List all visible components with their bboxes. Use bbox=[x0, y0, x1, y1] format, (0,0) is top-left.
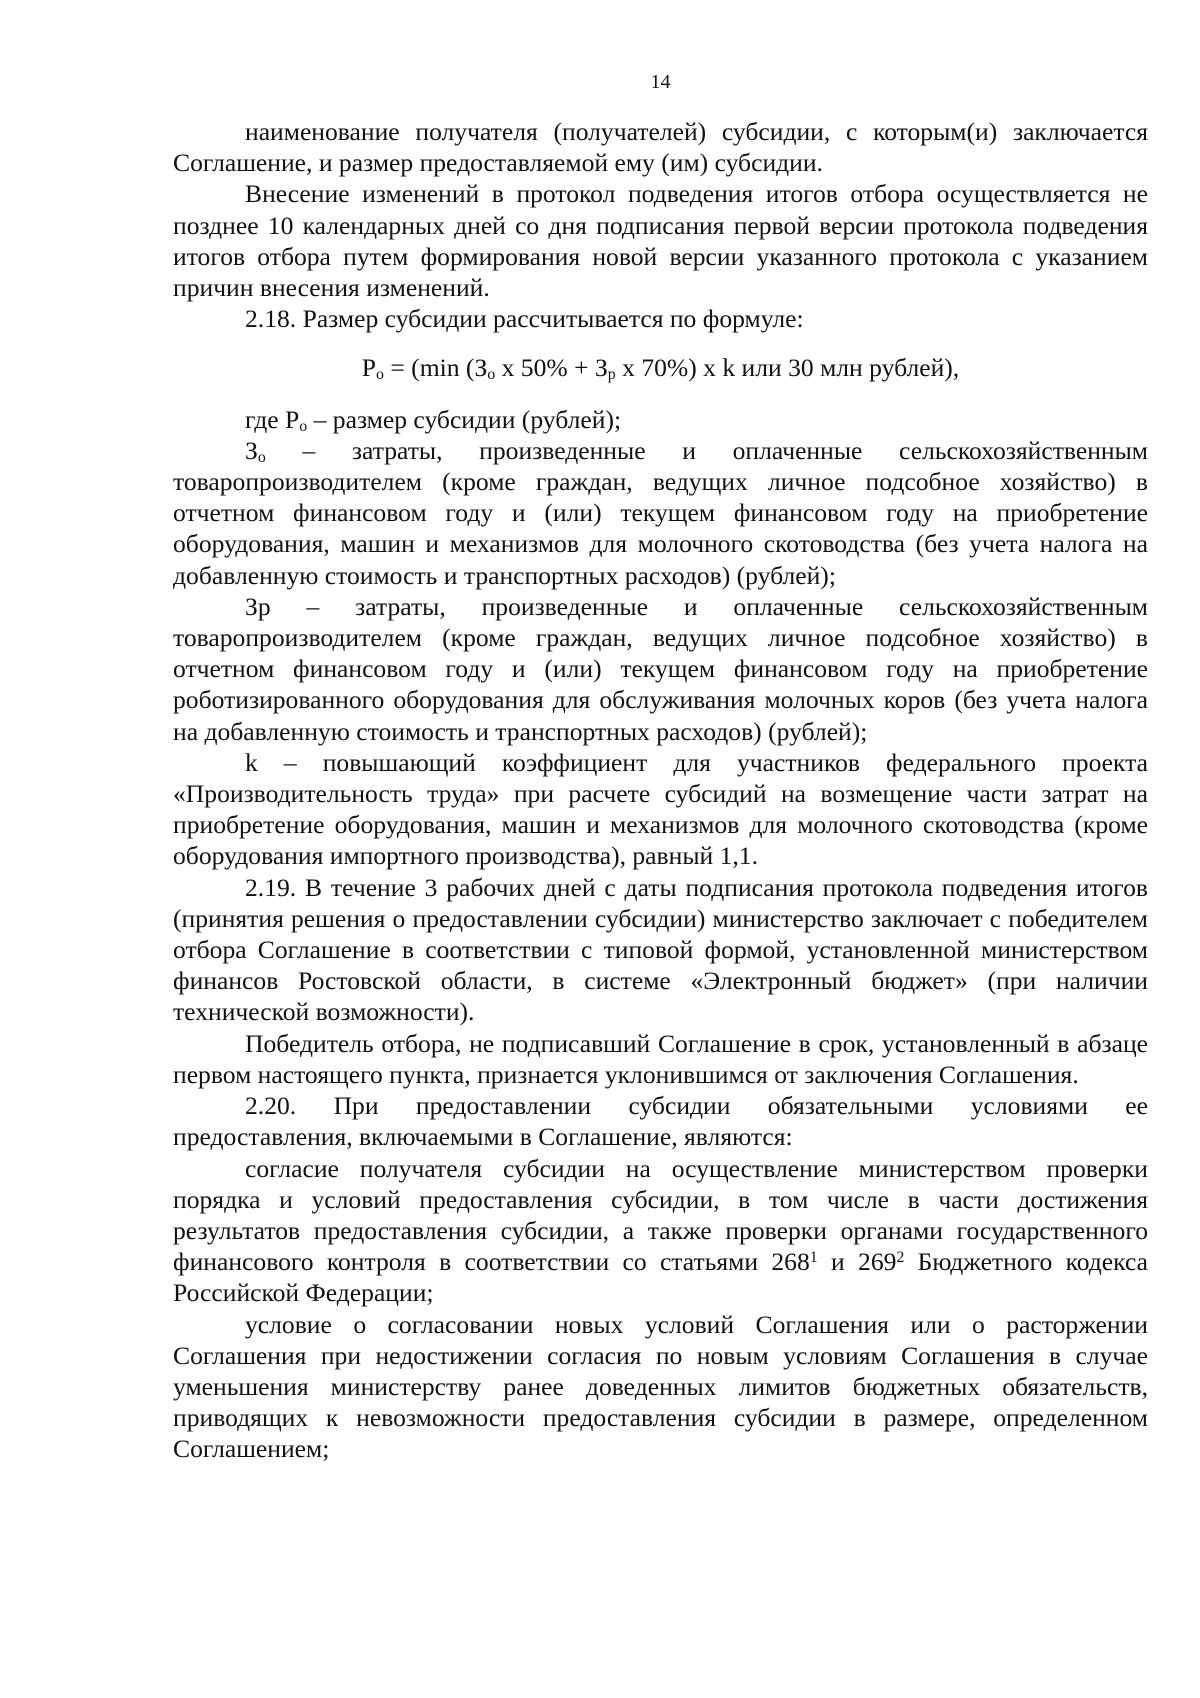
definition-po-prefix: где P bbox=[245, 404, 300, 434]
definition-zr: Зр – затраты, произведенные и оплаченные сельскохозяйственным товаропроизводителем (кроме граждан, ведущих личное подсобное хозяйство) в отчетном финансовом году и (или) текущем финансовом году на приобретение роботизированного оборудования для обслуживания молочных коров (без учета налога на добавленную стоимость и транспортных расходов) (рублей); bbox=[173, 591, 1148, 746]
definition-zo-sub: о bbox=[257, 448, 266, 466]
consent-sup-1: 1 bbox=[809, 1249, 818, 1267]
definition-po bbox=[173, 404, 1148, 435]
consent-text-after: Бюджетного кодекса Российской Федерации; bbox=[173, 1247, 1148, 1308]
formula-mid-1: х 50% + bbox=[495, 353, 595, 383]
paragraph-2-19: 2.19. В течение 3 рабочих дней с даты подписания протокола подведения итогов (принятия решения о предоставлении субсидии) министерство заключает с победителем отбора Соглашение в соответствии с типовой формой, установленной министерством финансов Ростовской области, в системе «Электронный бюджет» (при наличии технической возможности). bbox=[173, 872, 1148, 1027]
subsidy-formula bbox=[173, 352, 1148, 383]
consent-between: и 269 bbox=[817, 1247, 897, 1277]
paragraph-winner-evasion: Победитель отбора, не подписавший Соглашение в срок, установленный в абзаце первом настоящего пункта, признается уклонившимся от заключения Соглашения. bbox=[173, 1028, 1148, 1089]
definition-zo-text: – затраты, произведенные и оплаченные сельскохозяйственным товаропроизводителем (кроме граждан, ведущих личное подсобное хозяйство) в отчетном финансовом году и (или) текущем финансовом году на приобретение оборудования, машин и механизмов для молочного скотоводства (без учета налога на добавленную стоимость и транспортных расходов) (рублей); bbox=[173, 435, 1148, 590]
formula-var-z-2: З bbox=[594, 353, 608, 383]
paragraph-consent bbox=[173, 1153, 1148, 1309]
definition-po-text: – размер субсидии (рублей); bbox=[307, 404, 622, 434]
definition-zo bbox=[173, 435, 1148, 591]
paragraph-2-20: 2.20. При предоставлении субсидии обязательными условиями ее предоставления, включаемыми в Соглашение, являются: bbox=[173, 1091, 1148, 1152]
page-number: 14 bbox=[650, 71, 671, 93]
formula-sub-p: р bbox=[607, 366, 616, 384]
consent-sup-2: 2 bbox=[896, 1249, 905, 1267]
formula-mid-2: х 70%) х k или 30 млн рублей), bbox=[615, 353, 960, 383]
paragraph-protocol-changes: Внесение изменений в протокол подведения итогов отбора осуществляется не позднее 10 календарных дней со дня подписания первой версии протокола подведения итогов отбора путем формирования новой версии указанного протокола с указанием причин внесения изменений. bbox=[173, 179, 1148, 303]
formula-var-z-1: З bbox=[474, 353, 488, 383]
consent-text-before: согласие получателя субсидии на осуществление министерством проверки порядка и условий предоставления субсидии, в том числе в части достижения результатов предоставления субсидии, а также проверки органами государственного финансового контроля в соответствии со статьями 268 bbox=[173, 1153, 1148, 1277]
formula-var-p: P bbox=[361, 353, 376, 383]
paragraph-agreement-terms: условие о согласовании новых условий Соглашения или о расторжении Соглашения при недостижении согласия по новым условиям Соглашения в случае уменьшения министерству ранее доведенных лимитов бюджетных обязательств, приводящих к невозможности предоставления субсидии в размере, определенном Соглашением; bbox=[173, 1309, 1148, 1464]
formula-lhs: = (min ( bbox=[383, 353, 475, 383]
definition-po-sub: о bbox=[299, 417, 308, 435]
formula-sub-o-1: о bbox=[376, 366, 384, 384]
paragraph-recipient-name: наименование получателя (получателей) субсидии, с которым(и) заключается Соглашение, и размер предоставляемой ему (им) субсидии. bbox=[173, 117, 1148, 178]
definition-k: k – повышающий коэффициент для участников федерального проекта «Производительность труда» при расчете субсидий на возмещение части затрат на приобретение оборудования, машин и механизмов для молочного скотоводства (кроме оборудования импортного производства), равный 1,1. bbox=[173, 747, 1148, 871]
formula-sub-o-2: о bbox=[487, 366, 496, 384]
definition-zo-var: З bbox=[245, 435, 258, 465]
paragraph-2-18: 2.18. Размер субсидии рассчитывается по формуле: bbox=[245, 304, 804, 334]
document-body bbox=[173, 116, 1148, 1465]
